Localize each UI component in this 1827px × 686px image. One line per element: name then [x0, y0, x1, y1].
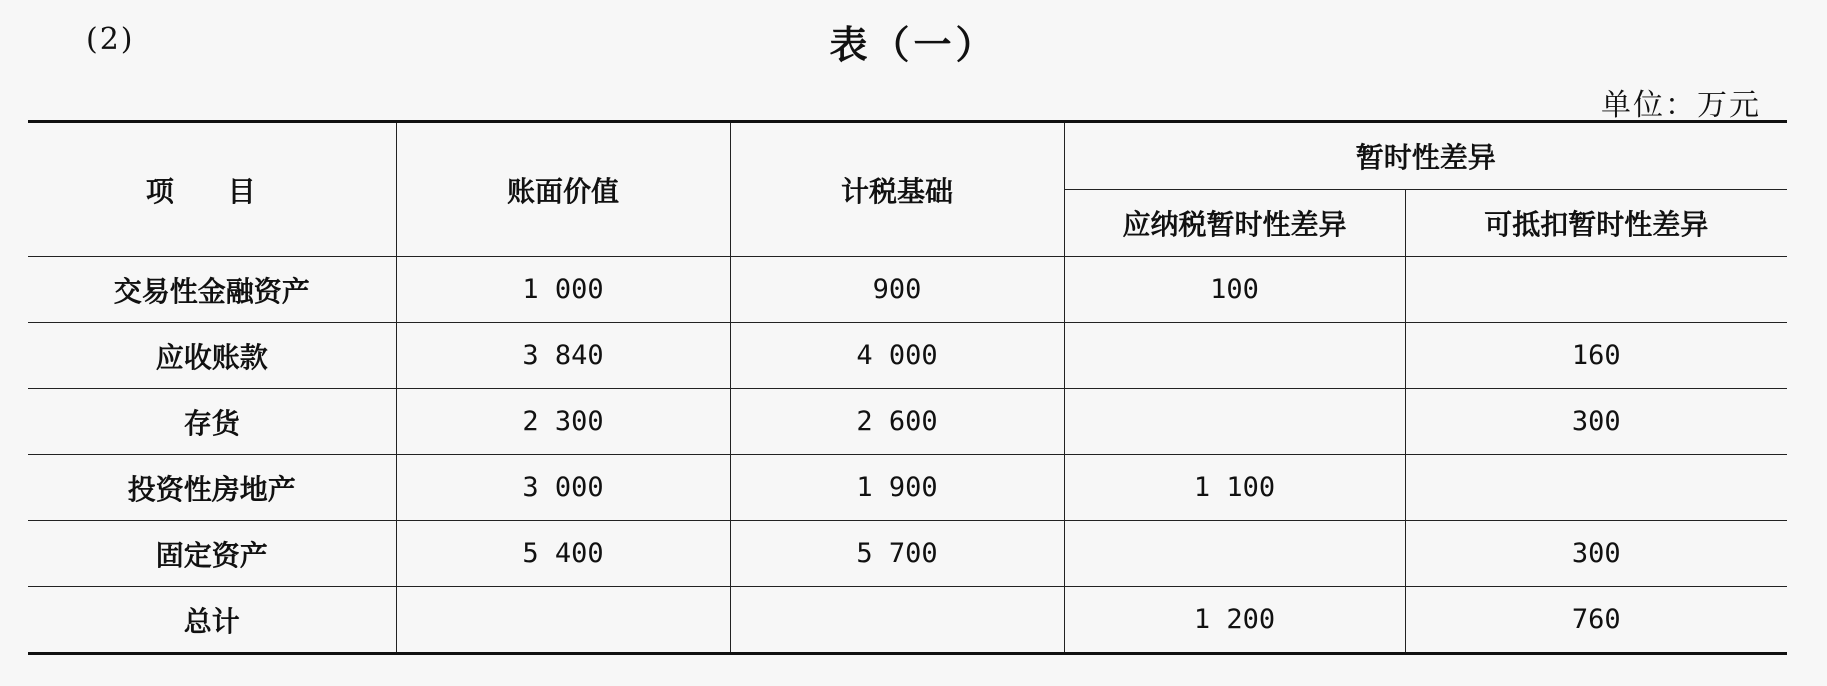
row-item: 交易性金融资产: [28, 257, 396, 323]
table-title: 表（一）: [829, 22, 998, 67]
row-taxable-difference: 100: [1064, 257, 1405, 323]
table-row: [28, 323, 1787, 389]
table-row: [28, 521, 1787, 587]
row-deductible-difference: 300: [1405, 389, 1787, 455]
row-item: 存货: [28, 389, 396, 455]
row-tax-base: 5 700: [730, 521, 1064, 587]
row-item: 总计: [28, 587, 396, 654]
header-taxable-difference: 应纳税暂时性差异: [1064, 190, 1405, 257]
header-deductible-difference: 可抵扣暂时性差异: [1405, 190, 1787, 257]
table-row: [28, 455, 1787, 521]
row-tax-base: [730, 587, 1064, 654]
row-book-value: 3 000: [396, 455, 730, 521]
unit-label: 单位：万元: [1601, 88, 1761, 123]
header-item: 项 目: [28, 122, 396, 257]
row-item: 固定资产: [28, 521, 396, 587]
table-row: [28, 389, 1787, 455]
row-taxable-difference: [1064, 389, 1405, 455]
row-deductible-difference: 300: [1405, 521, 1787, 587]
row-taxable-difference: 1 100: [1064, 455, 1405, 521]
row-deductible-difference: 760: [1405, 587, 1787, 654]
header-temporary-difference: 暂时性差异: [1064, 122, 1787, 190]
row-item: 应收账款: [28, 323, 396, 389]
table-row: [28, 257, 1787, 323]
row-tax-base: 2 600: [730, 389, 1064, 455]
row-taxable-difference: [1064, 323, 1405, 389]
row-item: 投资性房地产: [28, 455, 396, 521]
row-tax-base: 4 000: [730, 323, 1064, 389]
row-book-value: 2 300: [396, 389, 730, 455]
row-taxable-difference: [1064, 521, 1405, 587]
section-number: (2): [86, 22, 135, 57]
row-book-value: 1 000: [396, 257, 730, 323]
header-row: [28, 122, 1787, 190]
row-deductible-difference: [1405, 257, 1787, 323]
row-deductible-difference: [1405, 455, 1787, 521]
header-tax-base: 计税基础: [730, 122, 1064, 257]
row-book-value: [396, 587, 730, 654]
row-book-value: 3 840: [396, 323, 730, 389]
row-tax-base: 900: [730, 257, 1064, 323]
total-row: [28, 587, 1787, 654]
header-book-value: 账面价值: [396, 122, 730, 257]
row-book-value: 5 400: [396, 521, 730, 587]
row-deductible-difference: 160: [1405, 323, 1787, 389]
row-taxable-difference: 1 200: [1064, 587, 1405, 654]
data-table: [28, 120, 1787, 655]
row-tax-base: 1 900: [730, 455, 1064, 521]
